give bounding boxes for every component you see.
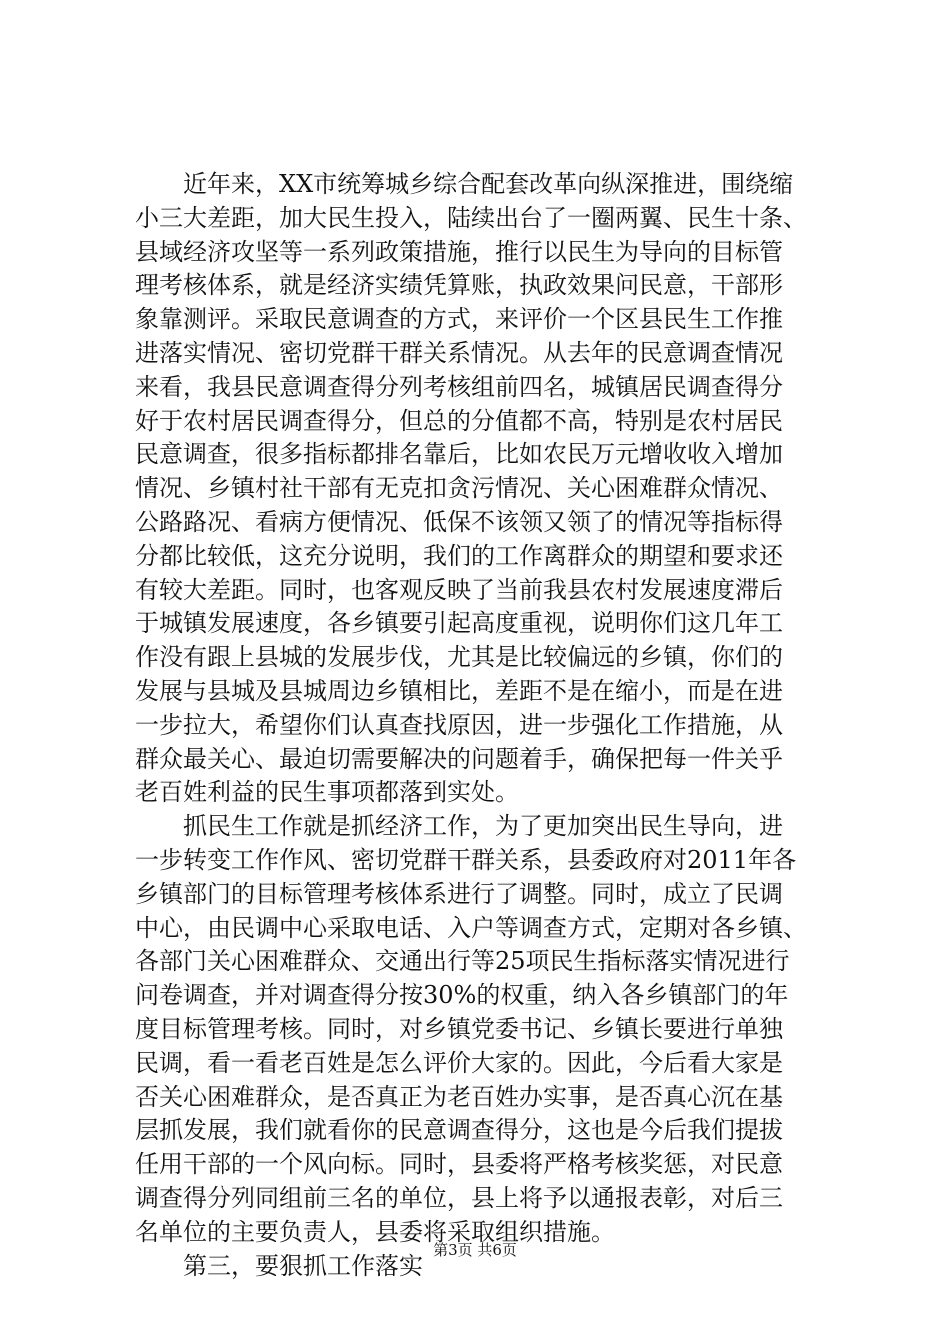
paragraph-1-line: 理考核体系，就是经济实绩凭算账，执政效果问民意，干部形 (135, 271, 783, 300)
paragraph-2-line: 度目标管理考核。同时，对乡镇党委书记、乡镇长要进行单独 (135, 1014, 783, 1043)
paragraph-1-line: 县域经济攻坚等一系列政策措施，推行以民生为导向的目标管 (135, 237, 783, 266)
paragraph-1-line: 于城镇发展速度，各乡镇要引起高度重视，说明你们这几年工 (135, 609, 783, 638)
paragraph-2-line: 名单位的主要负责人，县委将采取组织措施。 (135, 1217, 615, 1246)
paragraph-1-line: 一步拉大，希望你们认真查找原因，进一步强化工作措施，从 (135, 710, 783, 739)
paragraph-1-line: 近年来，XX市统筹城乡综合配套改革向纵深推进，围绕缩 (183, 170, 794, 198)
page-number-footer: 第3页 共6页 (433, 1241, 517, 1259)
paragraph-1-line: 老百姓利益的民生事项都落到实处。 (135, 778, 519, 807)
paragraph-1-line: 情况、乡镇村社干部有无克扣贪污情况、关心困难群众情况、 (135, 474, 783, 503)
paragraph-1-line: 群众最关心、最迫切需要解决的问题着手，确保把每一件关乎 (135, 744, 783, 773)
document-body (135, 168, 835, 1283)
paragraph-1-line: 好于农村居民调查得分，但总的分值都不高，特别是农村居民 (135, 406, 783, 435)
paragraph-1-line: 发展与县城及县城周边乡镇相比，差距不是在缩小，而是在进 (135, 676, 783, 705)
paragraph-2-line: 层抓发展，我们就看你的民意调查得分，这也是今后我们提拔 (135, 1116, 783, 1145)
paragraph-1-line: 小三大差距，加大民生投入，陆续出台了一圈两翼、民生十条、 (135, 203, 807, 232)
paragraph-2-line: 抓民生工作就是抓经济工作，为了更加突出民生导向，进 (183, 812, 783, 841)
paragraph-2-line: 一步转变工作作风、密切党群干群关系，县委政府对2011年各 (135, 845, 797, 874)
section-heading: 第三，要狠抓工作落实 (183, 1251, 423, 1280)
paragraph-2-line: 各部门关心困难群众、交通出行等25项民生指标落实情况进行 (135, 947, 790, 976)
paragraph-2-line: 民调，看一看老百姓是怎么评价大家的。因此，今后看大家是 (135, 1048, 783, 1077)
paragraph-2-line: 任用干部的一个风向标。同时，县委将严格考核奖惩，对民意 (135, 1150, 783, 1179)
paragraph-2-line: 调查得分列同组前三名的单位，县上将予以通报表彰，对后三 (135, 1183, 783, 1212)
paragraph-2-line: 否关心困难群众，是否真正为老百姓办实事，是否真心沉在基 (135, 1082, 783, 1111)
paragraph-2-line: 乡镇部门的目标管理考核体系进行了调整。同时，成立了民调 (135, 879, 783, 908)
paragraph-1-line: 象靠测评。采取民意调查的方式，来评价一个区县民生工作推 (135, 305, 783, 334)
paragraph-2-line: 问卷调查，并对调查得分按30%的权重，纳入各乡镇部门的年 (135, 981, 789, 1010)
paragraph-1-line: 民意调查，很多指标都排名靠后，比如农民万元增收收入增加 (135, 440, 783, 469)
paragraph-1-line: 作没有跟上县城的发展步伐，尤其是比较偏远的乡镇，你们的 (135, 643, 783, 672)
paragraph-2-line: 中心，由民调中心采取电话、入户等调查方式，定期对各乡镇、 (135, 913, 807, 942)
paragraph-1-line: 公路路况、看病方便情况、低保不该领又领了的情况等指标得 (135, 507, 783, 536)
paragraph-1-line: 进落实情况、密切党群干群关系情况。从去年的民意调查情况 (135, 338, 783, 367)
paragraph-1-line: 有较大差距。同时，也客观反映了当前我县农村发展速度滞后 (135, 575, 783, 604)
paragraph-1-line: 分都比较低，这充分说明，我们的工作离群众的期望和要求还 (135, 541, 783, 570)
paragraph-1-line: 来看，我县民意调查得分列考核组前四名，城镇居民调查得分 (135, 372, 783, 401)
